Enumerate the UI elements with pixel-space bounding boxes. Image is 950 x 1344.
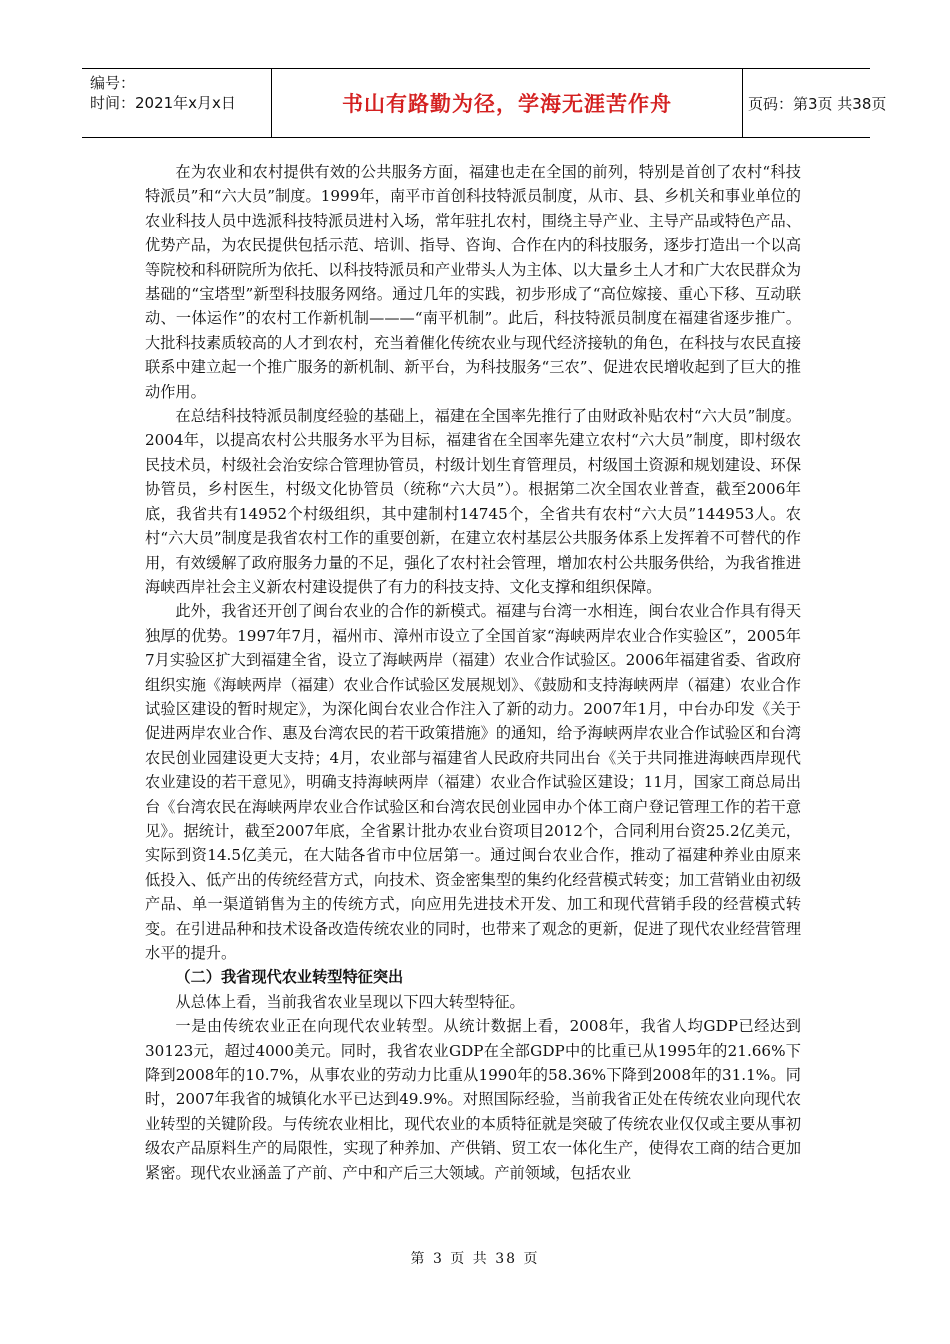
- serial-label: 编号：: [90, 74, 136, 92]
- motto: 书山有路勤为径，学海无涯苦作舟: [342, 92, 672, 116]
- paragraph: 在总结科技特派员制度经验的基础上，福建在全国率先推行了由财政补贴农村“六大员”制度。2004年，以提高农村公共服务水平为目标，福建省在全国率先建立农村“六大员”制度，即村级农民技术员，村级社会治安综合管理协管员，村级计划生育管理员，村级国土资源和规划建设、环保协管员，乡村医生，村级文化协管员（统称“六大员”）。根据第二次全国农业普查，截至2006年底，我省共有14952个村级组织，其中建制村14745个，全省共有农村“六大员”144953人。农村“六大员”制度是我省农村工作的重要创新，在建立农村基层公共服务体系上发挥着不可替代的作用，有效缓解了政府服务力量的不足，强化了农村社会管理，增加农村公共服务供给，为我省推进海峡西岸社会主义新农村建设提供了有力的科技支持、文化支撑和组织保障。: [145, 407, 801, 596]
- paragraph: 此外，我省还开创了闽台农业的合作的新模式。福建与台湾一水相连，闽台农业合作具有得天独厚的优势。1997年7月，福州市、漳州市设立了全国首家“海峡两岸农业合作实验区”，2005年7月实验区扩大到福建全省，设立了海峡两岸（福建）农业合作试验区。2006年福建省委、省政府组织实施《海峡两岸（福建）农业合作试验区发展规划》、《鼓励和支持海峡两岸（福建）农业合作试验区建设的暂时规定》，为深化闽台农业合作注入了新的动力。2007年1月，中台办印发《关于促进两岸农业合作、惠及台湾农民的若干政策措施》的通知，给予海峡两岸农业合作试验区和台湾农民创业园建设更大支持；4月，农业部与福建省人民政府共同出台《关于共同推进海峡西岸现代农业建设的若干意见》，明确支持海峡两岸（福建）农业合作试验区建设；11月，国家工商总局出台《台湾农民在海峡两岸农业合作试验区和台湾农民创业园申办个体工商户登记管理工作的若干意见》。据统计，截至2007年底，全省累计批办农业台资项目2012个，合同利用台资25.2亿美元，实际到资14.5亿美元，在大陆各省市中位居第一。通过闽台农业合作，推动了福建种养业由原来低投入、低产出的传统经营方式，向技术、资金密集型的集约化经营模式转变；加工营销业由初级产品、单一渠道销售为主的传统方式，向应用先进技术开发、加工和现代营销手段的经营模式转变。在引进品种和技术设备改造传统农业的同时，也带来了观念的更新，促进了现代农业经营管理水平的提升。: [145, 602, 801, 962]
- paragraph: 在为农业和农村提供有效的公共服务方面，福建也走在全国的前列，特别是首创了农村“科技特派员”和“六大员”制度。1999年，南平市首创科技特派员制度，从市、县、乡机关和事业单位的农业科技人员中选派科技特派员进村入场，常年驻扎农村，围绕主导产业、主导产品或特色产品、优势产品，为农民提供包括示范、培训、指导、咨询、合作在内的科技服务，逐步打造出一个以高等院校和科研院所为依托、以科技特派员和产业带头人为主体、以大量乡土人才和广大农民群众为基础的“宝塔型”新型科技服务网络。通过几年的实践，初步形成了“高位嫁接、重心下移、互动联动、一体运作”的农村工作新机制———“南平机制”。此后，科技特派员制度在福建省逐步推广。大批科技素质较高的人才到农村，充当着催化传统农业与现代经济接轨的角色，在科技与农民直接联系中建立起一个推广服务的新机制、新平台，为科技服务“三农”、促进农民增收起到了巨大的推动作用。: [145, 163, 801, 401]
- paragraph: 一是由传统农业正在向现代农业转型。从统计数据上看，2008年，我省人均GDP已经达到30123元，超过4000美元。同时，我省农业GDP在全部GDP中的比重已从1995年的21.66%下降到2008年的10.7%，从事农业的劳动力比重从1990年的58.36%下降到2008年的31.1%。同时，2007年我省的城镇化水平已达到49.9%。对照国际经验，当前我省正处在传统农业向现代农业转型的关键阶段。与传统农业相比，现代农业的本质特征就是突破了传统农业仅仅或主要从事初级农产品原料生产的局限性，实现了种养加、产供销、贸工农一体化生产，使得农工商的结合更加紧密。现代农业涵盖了产前、产中和产后三大领域。产前领域，包括农业: [145, 1017, 801, 1182]
- paragraph: 从总体上看，当前我省农业呈现以下四大转型特征。: [175, 992, 525, 1011]
- header-meta: [82, 69, 272, 137]
- time-label: 时间：2021年x月x日: [90, 94, 236, 112]
- page-header: [82, 68, 887, 138]
- header-page-info: 页码：第3页 共38页: [748, 94, 887, 113]
- page-footer: 第 3 页 共 38 页: [410, 1251, 540, 1267]
- section-heading: （二）我省现代农业转型特征突出: [175, 968, 404, 987]
- header-motto-cell: [272, 69, 743, 137]
- document-body: [145, 160, 801, 1185]
